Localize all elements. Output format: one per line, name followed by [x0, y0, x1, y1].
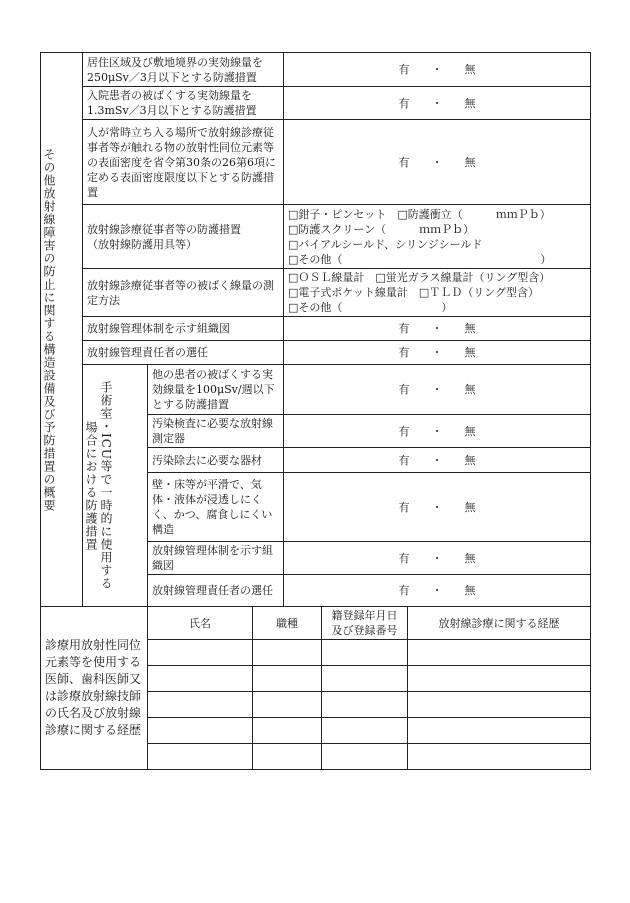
row-label: 放射線管理体制を示す組織図 — [83, 317, 284, 341]
registration-input[interactable] — [322, 666, 408, 692]
dosimeter-options[interactable]: □ＯＳＬ線量計 □蛍光ガラス線量計（リング型含） □電子式ポケット線量計 □ＴＬＤ（リング型含） □その他（ ） — [284, 269, 591, 317]
personnel-label: 診療用放射性同位元素等を使用する医師、歯科医師又は診療放射線技師の氏名及び放射線診療に関する経歴 — [41, 607, 148, 770]
or-row-label: 放射線管理責任者の選任 — [148, 575, 284, 607]
row-label: 居住区域及び敷地境界の実効線量を250μSv／3月以下とする防護措置 — [83, 53, 284, 87]
registration-input[interactable] — [322, 692, 408, 718]
side-label-cell — [41, 53, 83, 607]
yes-no-field[interactable]: 有 ・ 無 — [284, 120, 591, 205]
row-label: 入院患者の被ばくする実効線量を1.3mSv／3月以下とする防護措置 — [83, 87, 284, 120]
row-label: 放射線管理責任者の選任 — [83, 341, 284, 365]
header-registration: 籍登録年月日 及び登録番号 — [322, 607, 408, 640]
registration-input[interactable] — [322, 640, 408, 666]
or-label: 手術室・ICU等で一時的に使用する場合における防護措置 — [84, 380, 113, 591]
yes-no-field[interactable]: 有 ・ 無 — [284, 542, 591, 575]
yes-no-field[interactable]: 有 ・ 無 — [284, 53, 591, 87]
career-input[interactable] — [408, 666, 591, 692]
career-input[interactable] — [408, 718, 591, 744]
yes-no-field[interactable]: 有 ・ 無 — [284, 87, 591, 120]
or-row-label: 他の患者の被ばくする実効線量を100μSv/週以下とする防護措置 — [148, 365, 284, 415]
or-label-cell — [83, 365, 148, 607]
registration-input[interactable] — [322, 718, 408, 744]
name-input[interactable] — [148, 718, 253, 744]
yes-no-field[interactable]: 有 ・ 無 — [284, 317, 591, 341]
title-input[interactable] — [253, 666, 322, 692]
measures-table — [40, 52, 591, 607]
yes-no-field[interactable]: 有 ・ 無 — [284, 575, 591, 607]
header-career: 放射線診療に関する経歴 — [408, 607, 591, 640]
career-input[interactable] — [408, 640, 591, 666]
row-label — [83, 205, 284, 269]
yes-no-field[interactable]: 有 ・ 無 — [284, 341, 591, 365]
title-input[interactable] — [253, 692, 322, 718]
yes-no-field[interactable]: 有 ・ 無 — [284, 473, 591, 542]
or-row-label: 汚染検査に必要な放射線測定器 — [148, 415, 284, 448]
or-row-label: 放射線管理体制を示す組織図 — [148, 542, 284, 575]
or-row-label: 汚染除去に必要な器材 — [148, 448, 284, 473]
career-input[interactable] — [408, 744, 591, 770]
row-label-sub: （放射線防護用具等） — [87, 237, 197, 251]
title-input[interactable] — [253, 718, 322, 744]
title-input[interactable] — [253, 744, 322, 770]
protective-equipment-options[interactable]: □鉗子・ピンセット □防護衝立（ ｍｍＰｂ） □防護スクリーン（ ｍｍＰｂ） □バイアルシールド、シリンジシールド □その他（ ） — [284, 205, 591, 269]
personnel-table — [40, 606, 591, 770]
application-form — [40, 52, 590, 770]
side-label: その他放射線障害の防止に関する構造設備及び予防措置の概要 — [42, 147, 56, 512]
title-input[interactable] — [253, 640, 322, 666]
yes-no-field[interactable]: 有 ・ 無 — [284, 448, 591, 473]
name-input[interactable] — [148, 666, 253, 692]
row-label: 人が常時立ち入る場所で放射線診療従事者等が触れる物の放射性同位元素等の表面密度を省令第30条の26第6項に定める表面密度限度以下とする防護措置 — [83, 120, 284, 205]
yes-no-field[interactable]: 有 ・ 無 — [284, 415, 591, 448]
header-title: 職種 — [253, 607, 322, 640]
name-input[interactable] — [148, 744, 253, 770]
row-label: 放射線診療従事者等の被ばく線量の測定方法 — [83, 269, 284, 317]
name-input[interactable] — [148, 692, 253, 718]
registration-input[interactable] — [322, 744, 408, 770]
or-row-label: 壁・床等が平滑で、気体・液体が浸透しにくく、かつ、腐食しにくい構造 — [148, 473, 284, 542]
career-input[interactable] — [408, 692, 591, 718]
header-name: 氏名 — [148, 607, 253, 640]
name-input[interactable] — [148, 640, 253, 666]
row-label-main: 放射線診療従事者等の防護措置 — [87, 222, 241, 236]
yes-no-field[interactable]: 有 ・ 無 — [284, 365, 591, 415]
